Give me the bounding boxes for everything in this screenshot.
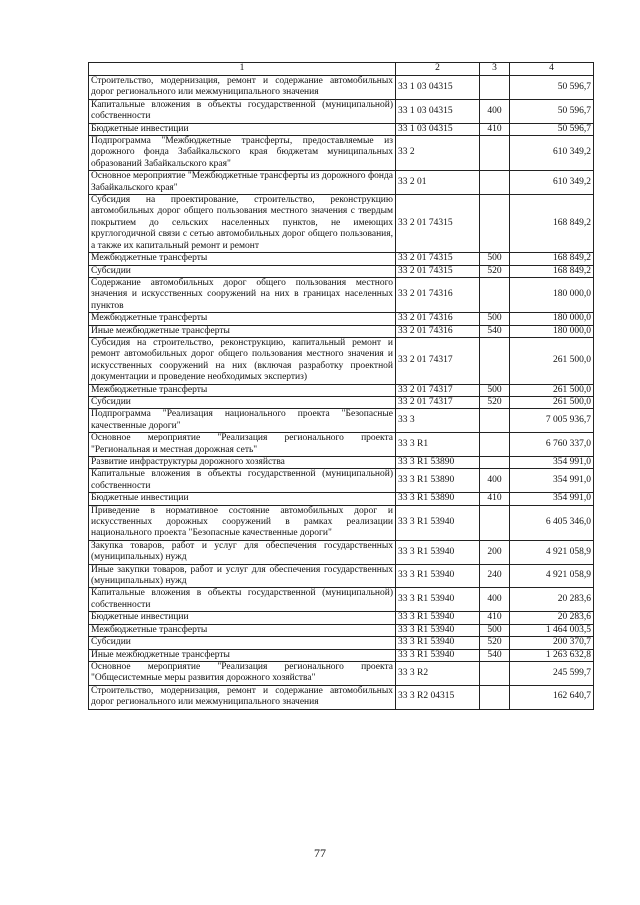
cell-type: 540 [480, 649, 510, 661]
cell-amount: 6 405 346,0 [510, 505, 594, 540]
cell-name: Иные закупки товаров, работ и услуг для обеспечения государственных (муниципальных) нужд [89, 564, 396, 588]
cell-amount: 50 596,7 [510, 123, 594, 135]
cell-code: 33 3 R1 53890 [396, 469, 480, 493]
cell-type: 520 [480, 396, 510, 408]
cell-amount: 162 640,7 [510, 685, 594, 709]
table-header [89, 63, 594, 76]
cell-type [480, 433, 510, 457]
cell-amount: 168 849,2 [510, 195, 594, 253]
table-row [89, 396, 594, 408]
cell-code: 33 3 R1 53890 [396, 457, 480, 469]
cell-type: 410 [480, 493, 510, 505]
cell-name: Иные межбюджетные трансферты [89, 649, 396, 661]
cell-amount: 180 000,0 [510, 313, 594, 325]
cell-amount: 20 283,6 [510, 612, 594, 624]
cell-amount: 6 760 337,0 [510, 433, 594, 457]
cell-name: Содержание автомобильных дорог общего пользования местного значения и искусственных сооружений на них в границах населенных пунктов [89, 277, 396, 312]
cell-amount: 610 349,2 [510, 171, 594, 195]
cell-code: 33 2 01 74315 [396, 195, 480, 253]
cell-type [480, 505, 510, 540]
cell-name: Подпрограмма "Реализация национального проекта "Безопасные качественные дороги" [89, 409, 396, 433]
cell-name: Приведение в нормативное состояние автомобильных дорог и искусственных дорожных сооружений в рамках реализации национального проекта "Безопасные качественные дороги" [89, 505, 396, 540]
cell-code: 33 2 01 74316 [396, 325, 480, 337]
cell-code: 33 3 [396, 409, 480, 433]
cell-name: Основное мероприятие "Межбюджетные трансферты из дорожного фонда Забайкальского края" [89, 171, 396, 195]
table-row [89, 505, 594, 540]
cell-type: 240 [480, 564, 510, 588]
table-row [89, 99, 594, 123]
cell-code: 33 3 R1 53940 [396, 588, 480, 612]
page-number: 77 [314, 846, 326, 860]
cell-amount: 4 921 058,9 [510, 540, 594, 564]
table-row [89, 337, 594, 384]
cell-code: 33 2 01 74317 [396, 396, 480, 408]
cell-amount: 1 464 003,5 [510, 624, 594, 636]
cell-type [480, 195, 510, 253]
cell-type: 400 [480, 469, 510, 493]
cell-amount: 180 000,0 [510, 277, 594, 312]
cell-amount: 354 991,0 [510, 457, 594, 469]
header-row [89, 63, 594, 76]
cell-name: Подпрограмма "Межбюджетные трансферты, предоставляемые из дорожного фонда Забайкальского края бюджетам муниципальных образований Забайкальского края" [89, 136, 396, 171]
cell-amount: 354 991,0 [510, 493, 594, 505]
cell-type [480, 136, 510, 171]
table-row [89, 265, 594, 277]
cell-code: 33 2 01 74317 [396, 337, 480, 384]
table-row [89, 123, 594, 135]
cell-code: 33 3 R1 53940 [396, 637, 480, 649]
cell-code: 33 3 R1 53940 [396, 612, 480, 624]
cell-name: Строительство, модернизация, ремонт и содержание автомобильных дорог регионального или межмуниципального значения [89, 685, 396, 709]
cell-name: Основное мероприятие "Реализация регионального проекта "Региональная и местная дорожная сеть" [89, 433, 396, 457]
cell-name: Бюджетные инвестиции [89, 123, 396, 135]
cell-amount: 354 991,0 [510, 469, 594, 493]
cell-amount: 1 263 632,8 [510, 649, 594, 661]
cell-amount: 610 349,2 [510, 136, 594, 171]
table-row [89, 433, 594, 457]
cell-code: 33 3 R1 53940 [396, 505, 480, 540]
cell-code: 33 2 01 74316 [396, 313, 480, 325]
cell-name: Закупка товаров, работ и услуг для обеспечения государственных (муниципальных) нужд [89, 540, 396, 564]
cell-code: 33 3 R1 53940 [396, 564, 480, 588]
cell-code: 33 3 R1 53890 [396, 493, 480, 505]
cell-type: 500 [480, 253, 510, 265]
cell-amount: 245 599,7 [510, 661, 594, 685]
cell-type: 400 [480, 99, 510, 123]
cell-code: 33 2 01 74317 [396, 384, 480, 396]
table-row [89, 277, 594, 312]
cell-type: 200 [480, 540, 510, 564]
cell-type [480, 76, 510, 100]
cell-name: Бюджетные инвестиции [89, 493, 396, 505]
table-row [89, 588, 594, 612]
cell-type: 500 [480, 624, 510, 636]
cell-code: 33 3 R1 53940 [396, 624, 480, 636]
table-row [89, 493, 594, 505]
cell-type [480, 337, 510, 384]
cell-type [480, 277, 510, 312]
cell-amount: 180 000,0 [510, 325, 594, 337]
cell-amount: 50 596,7 [510, 76, 594, 100]
cell-code: 33 2 01 [396, 171, 480, 195]
cell-name: Субсидия на проектирование, строительство, реконструкцию автомобильных дорог общего пользования местного значения с твердым покрытием до сельских населенных пунктов, не имеющих круглогодичной связи с сетью автомобильных дорог общего пользования, а также их капитальный ремонт и ремонт [89, 195, 396, 253]
cell-type: 410 [480, 612, 510, 624]
table-row [89, 469, 594, 493]
cell-name: Субсидии [89, 396, 396, 408]
table-row [89, 649, 594, 661]
cell-type: 540 [480, 325, 510, 337]
table-row [89, 457, 594, 469]
cell-name: Строительство, модернизация, ремонт и содержание автомобильных дорог регионального или межмуниципального значения [89, 76, 396, 100]
cell-code: 33 3 R2 [396, 661, 480, 685]
cell-code: 33 2 01 74315 [396, 253, 480, 265]
table-row [89, 564, 594, 588]
cell-code: 33 1 03 04315 [396, 76, 480, 100]
cell-name: Бюджетные инвестиции [89, 612, 396, 624]
cell-name: Иные межбюджетные трансферты [89, 325, 396, 337]
cell-amount: 168 849,2 [510, 265, 594, 277]
table-row [89, 253, 594, 265]
table-row [89, 313, 594, 325]
table-row [89, 612, 594, 624]
table-row [89, 171, 594, 195]
cell-code: 33 1 03 04315 [396, 99, 480, 123]
table-row [89, 195, 594, 253]
cell-code: 33 1 03 04315 [396, 123, 480, 135]
cell-name: Субсидии [89, 265, 396, 277]
table-row [89, 661, 594, 685]
table-row [89, 409, 594, 433]
cell-code: 33 3 R1 [396, 433, 480, 457]
cell-name: Межбюджетные трансферты [89, 384, 396, 396]
cell-amount: 4 921 058,9 [510, 564, 594, 588]
cell-amount: 7 005 936,7 [510, 409, 594, 433]
cell-amount: 261 500,0 [510, 384, 594, 396]
cell-amount: 261 500,0 [510, 337, 594, 384]
cell-type: 500 [480, 384, 510, 396]
cell-code: 33 3 R1 53940 [396, 540, 480, 564]
table-body [89, 76, 594, 710]
table-row [89, 685, 594, 709]
cell-type [480, 409, 510, 433]
cell-code: 33 2 01 74315 [396, 265, 480, 277]
cell-amount: 50 596,7 [510, 99, 594, 123]
cell-type [480, 685, 510, 709]
cell-type [480, 171, 510, 195]
cell-code: 33 2 [396, 136, 480, 171]
cell-name: Основное мероприятие "Реализация регионального проекта "Общесистемные меры развития дорожного хозяйства" [89, 661, 396, 685]
cell-type: 520 [480, 637, 510, 649]
cell-type [480, 457, 510, 469]
table-row [89, 540, 594, 564]
header-col-3: 3 [480, 63, 510, 76]
table-row [89, 384, 594, 396]
cell-name: Межбюджетные трансферты [89, 624, 396, 636]
cell-type: 400 [480, 588, 510, 612]
cell-code: 33 3 R2 04315 [396, 685, 480, 709]
cell-amount: 168 849,2 [510, 253, 594, 265]
cell-name: Капитальные вложения в объекты государственной (муниципальной) собственности [89, 99, 396, 123]
table-row [89, 637, 594, 649]
cell-type: 500 [480, 313, 510, 325]
table-row [89, 136, 594, 171]
table-row [89, 624, 594, 636]
budget-table [88, 62, 594, 710]
header-col-1: 1 [89, 63, 396, 76]
cell-code: 33 2 01 74316 [396, 277, 480, 312]
table-row [89, 325, 594, 337]
cell-name: Межбюджетные трансферты [89, 253, 396, 265]
cell-amount: 200 370,7 [510, 637, 594, 649]
header-col-2: 2 [396, 63, 480, 76]
cell-name: Капитальные вложения в объекты государственной (муниципальной) собственности [89, 588, 396, 612]
cell-type: 410 [480, 123, 510, 135]
cell-name: Межбюджетные трансферты [89, 313, 396, 325]
cell-name: Капитальные вложения в объекты государственной (муниципальной) собственности [89, 469, 396, 493]
cell-name: Субсидия на строительство, реконструкцию, капитальный ремонт и ремонт автомобильных дорог общего пользования местного значения и искусственных сооружений на них (включая разработку проектной документации и проведение необходимых экспертиз) [89, 337, 396, 384]
cell-type: 520 [480, 265, 510, 277]
cell-amount: 261 500,0 [510, 396, 594, 408]
cell-code: 33 3 R1 53940 [396, 649, 480, 661]
table-row [89, 76, 594, 100]
cell-name: Субсидии [89, 637, 396, 649]
header-col-4: 4 [510, 63, 594, 76]
cell-type [480, 661, 510, 685]
cell-amount: 20 283,6 [510, 588, 594, 612]
cell-name: Развитие инфраструктуры дорожного хозяйства [89, 457, 396, 469]
